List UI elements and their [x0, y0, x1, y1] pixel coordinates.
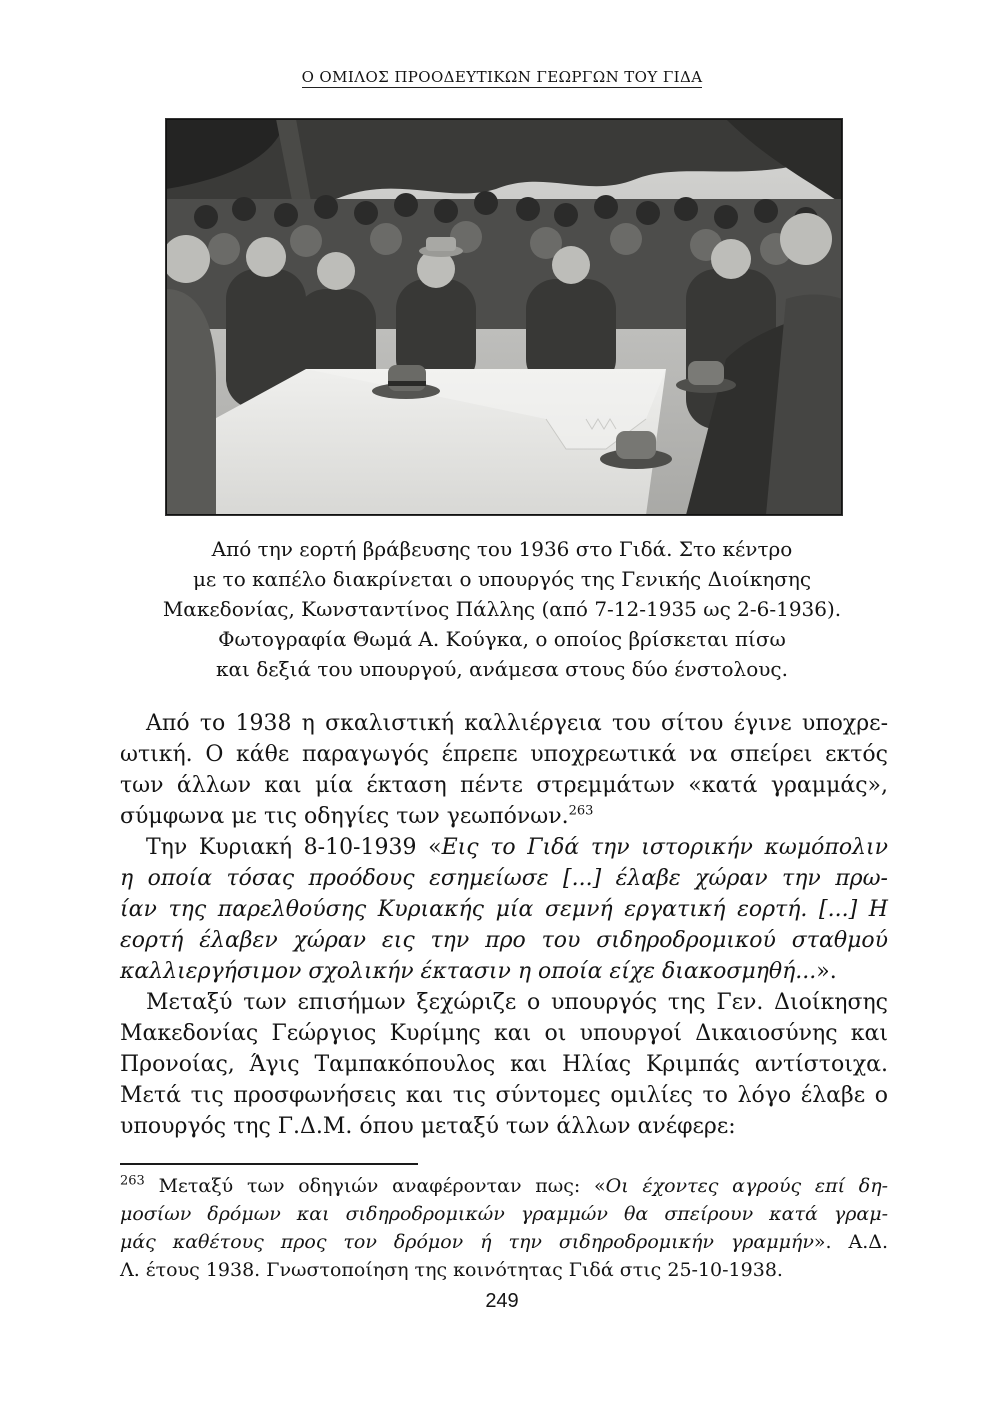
quoted-text: η οποία τόσας προόδους εσημείωσε [...] έλαβε χώραν την πρω-: [120, 866, 888, 891]
footnote-number: 263: [120, 1173, 145, 1189]
caption-line: Μακεδονίας, Κωνσταντίνος Πάλλης (από 7-12-1935 ως 2-6-1936).: [162, 597, 842, 621]
running-header: [0, 68, 1004, 86]
text-run: ». Α.Δ.: [813, 1231, 888, 1253]
text-line: Προνοίας, Άγις Ταμπακόπουλος και Ηλίας Κριμπάς αντίστοιχα.: [120, 1052, 888, 1077]
caption-line: και δεξιά του υπουργού, ανάμεσα στους δύο ένστολους.: [216, 657, 788, 681]
text-line: [120, 832, 888, 863]
footnote-divider: [120, 1163, 418, 1165]
footnote-line: [120, 1172, 888, 1200]
quoted-text: καλλιεργήσιμον σχολικήν έκτασιν η οποία είχε διακοσμηθή...: [120, 959, 817, 984]
footnote-line: μοσίων δρόμων και σιδηροδρομικών γραμμών θα σπείρουν κατά γραμ-: [120, 1203, 888, 1225]
text-line: υπουργός της Γ.Δ.Μ. όπου μεταξύ των άλλων ανέφερε:: [120, 1114, 736, 1139]
text-line: [120, 801, 888, 832]
quoted-text: μάς καθέτους προς τον δρόμον ή την σιδηροδρομικήν γραμμήν: [120, 1231, 814, 1253]
text-line: Μεταξύ των επισήμων ξεχώριζε ο υπουργός της Γεν. Διοίκησης: [146, 990, 888, 1015]
historical-photograph: [165, 118, 843, 516]
footnote-line: Λ. έτους 1938. Γνωστοποίηση της κοινότητας Γιδά στις 25-10-1938.: [120, 1259, 783, 1281]
text-run: Μεταξύ των οδηγιών αναφέρονταν πως: «: [144, 1175, 606, 1197]
quoted-text: εορτή έλαβεν χώραν εις την προ του σιδηροδρομικού σταθμού: [120, 928, 888, 953]
paragraph-3: [120, 987, 888, 1142]
body-text: [120, 708, 888, 1142]
quoted-text: ίαν της παρελθούσης Κυριακής μία σεμνή εργατική εορτή. [...] Η: [120, 897, 888, 922]
paragraph-2: [120, 832, 888, 987]
footnote: [120, 1172, 888, 1284]
caption-line: Φωτογραφία Θωμά Α. Κούγκα, ο οποίος βρίσκεται πίσω: [218, 627, 786, 651]
footnote-line: [120, 1228, 888, 1256]
text-line: ωτική. Ο κάθε παραγωγός έπρεπε υποχρεωτικά να σπείρει εκτός: [120, 742, 888, 767]
caption-line: Από την εορτή βράβευσης του 1936 στο Γιδά. Στο κέντρο: [211, 537, 793, 561]
footnote-reference: 263: [568, 803, 594, 819]
historical-photograph-icon: [166, 119, 842, 515]
text-run: ».: [816, 959, 837, 984]
text-line: Μακεδονίας Γεώργιος Κυρίμης και οι υπουργοί Δικαιοσύνης και: [120, 1021, 888, 1046]
running-title: Ο ΟΜΙΛΟΣ ΠΡΟΟΔΕΥΤΙΚΩΝ ΓΕΩΡΓΩΝ ΤΟΥ ΓΙΔΑ: [301, 68, 703, 86]
caption-line: με το καπέλο διακρίνεται ο υπουργός της Γενικής Διοίκησης: [192, 567, 812, 591]
quoted-text: Εις το Γιδά την ιστορικήν κωμόπολιν: [441, 835, 889, 860]
text-line: [120, 956, 888, 987]
text-line: Από το 1938 η σκαλιστική καλλιέργεια του σίτου έγινε υποχρε-: [146, 711, 888, 736]
page-number: 249: [485, 1290, 519, 1312]
text-run: σύμφωνα με τις οδηγίες των γεωπόνων.: [120, 804, 569, 829]
photo-caption: [120, 534, 884, 684]
text-line: των άλλων και μία έκταση πέντε στρεμμάτων «κατά γραμμάς»,: [120, 773, 888, 798]
paragraph-1: [120, 708, 888, 832]
quoted-text: Οι έχοντες αγρούς επί δη-: [605, 1175, 888, 1197]
text-line: Μετά τις προσφωνήσεις και τις σύντομες ομιλίες το λόγο έλαβε ο: [120, 1083, 888, 1108]
text-run: Την Κυριακή 8-10-1939 «: [146, 835, 442, 860]
